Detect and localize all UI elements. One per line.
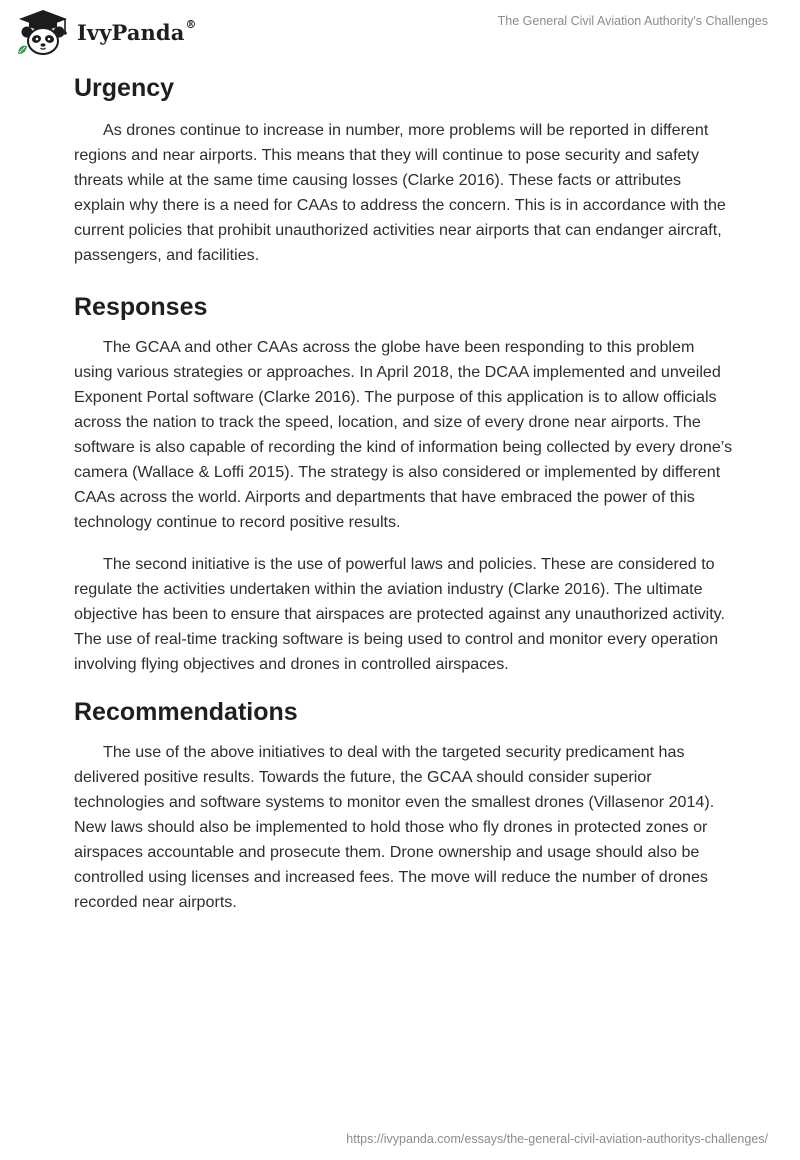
page-header: [0, 0, 800, 64]
registered-mark: ®: [185, 17, 197, 31]
ivypanda-logo[interactable]: [14, 8, 197, 58]
responses-paragraph-1: The GCAA and other CAAs across the globe have been responding to this problem using various strategies or approaches. In April 2018, the DCAA implemented and unveiled Exponent Portal software (Clarke 2016). The purpose of this application is to allow officials across the nation to track the speed, location, and size of every drone near airports. The software is also capable of recording the kind of information being collected by every drone’s camera (Wallace & Loffi 2015). The strategy is also considered or implemented by different CAAs across the world. Airports and departments that have embraced the power of this technology continue to record positive results.: [74, 338, 733, 531]
brand-name: IvyPanda®: [77, 17, 197, 45]
section-heading-recommendations: Recommendations: [74, 698, 298, 726]
responses-paragraph-2: The second initiative is the use of powerful laws and policies. These are considered to regulate the activities undertaken within the aviation industry (Clarke 2016). The ultimate objective has been to ensure that airspaces are protected against any unauthorized activity. The use of real-time tracking software is being used to control and monitor every operation involving flying objectives and drones in controlled airspaces.: [74, 555, 726, 673]
source-url-link[interactable]: https://ivypanda.com/essays/the-general-civil-aviation-authoritys-challenges/: [346, 1132, 768, 1146]
section-heading-urgency: Urgency: [74, 74, 175, 102]
urgency-paragraph: As drones continue to increase in number, more problems will be reported in different regions and near airports. This means that they will continue to pose security and safety threats while at the same time causing losses (Clarke 2016). These facts or attributes explain why there is a need for CAAs to address the concern. This is in accordance with the current policies that prohibit unauthorized activities near airports that can endanger aircraft, passengers, and facilities.: [74, 121, 726, 264]
section-heading-responses: Responses: [74, 293, 208, 321]
recommendations-paragraph: The use of the above initiatives to deal with the targeted security predicament has delivered positive results. Towards the future, the GCAA should consider superior technologies and software systems to monitor even the smallest drones (Villasenor 2014). New laws should also be implemented to hold those who fly drones in protected zones or airspaces accountable and prosecute them. Drone ownership and usage should also be controlled using licenses and increased fees. The move will reduce the number of drones recorded near airports.: [74, 743, 715, 911]
running-title: The General Civil Aviation Authority's Challenges: [497, 14, 768, 28]
panda-graduate-icon: [14, 8, 72, 58]
essay-content: [74, 70, 734, 915]
